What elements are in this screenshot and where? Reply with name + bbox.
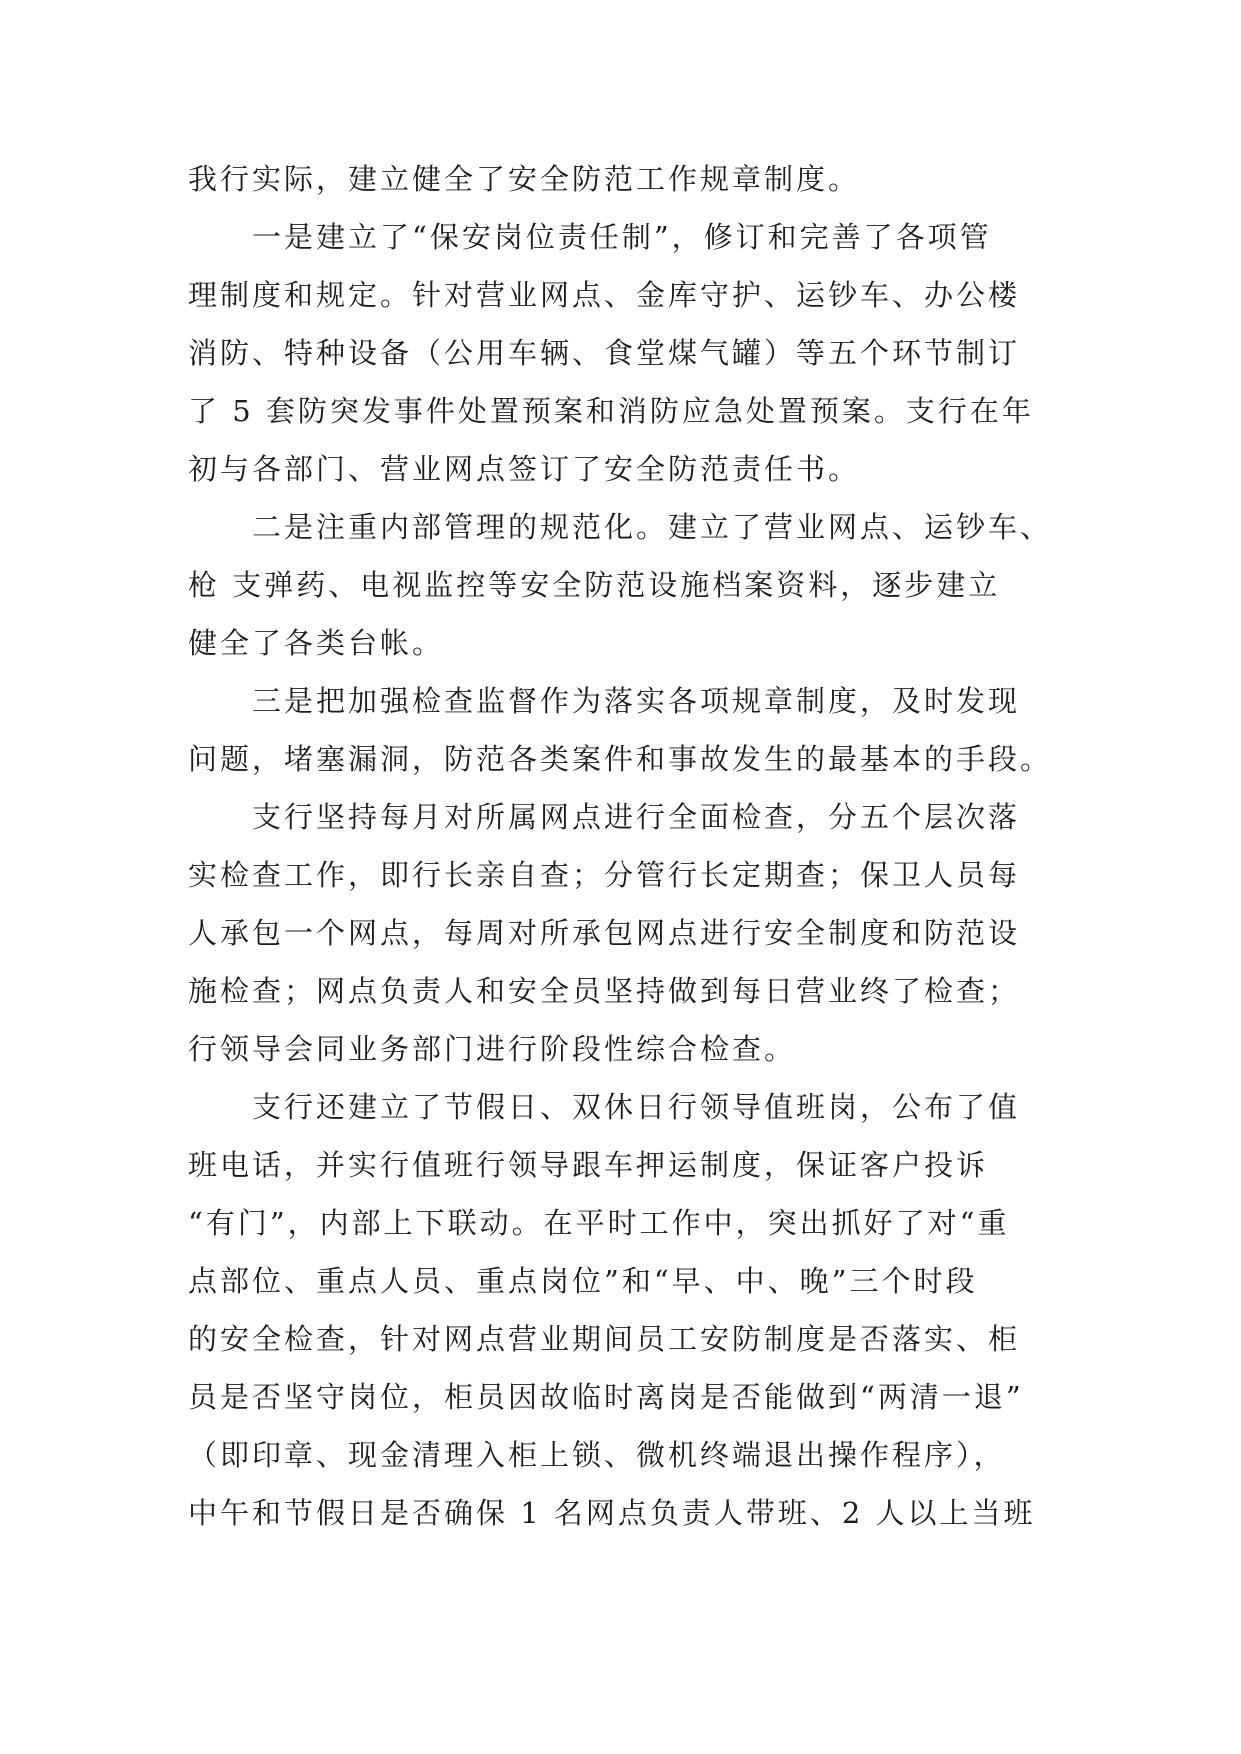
paragraph-first-line: 二是注重内部管理的规范化。建立了营业网点、运钞车、: [252, 510, 1053, 544]
text-line: 员是否坚守岗位，柜员因故临时离岗是否能做到“两清一退”: [188, 1380, 1024, 1414]
text-line: 行领导会同业务部门进行阶段性综合检查。: [188, 1032, 797, 1066]
paragraph-first-line: 支行坚持每月对所属网点进行全面检查，分五个层次落: [252, 800, 1021, 834]
text-line: （即印章、现金清理入柜上锁、微机终端退出操作程序），: [188, 1438, 1006, 1472]
paragraph-first-line: 支行还建立了节假日、双休日行领导值班岗，公布了值: [252, 1090, 1021, 1124]
body-text: [188, 150, 1054, 1542]
text-line: 人承包一个网点，每周对所承包网点进行安全制度和防范设: [188, 916, 1021, 950]
text-line: 实检查工作，即行长亲自查；分管行长定期查；保卫人员每: [188, 858, 1021, 892]
text-line: 中午和节假日是否确保 1 名网点负责人带班、2 人以上当班: [188, 1496, 1036, 1530]
text-line: 健全了各类台帐。: [188, 626, 445, 660]
text-line: 班电话，并实行值班行领导跟车押运制度，保证客户投诉: [188, 1148, 989, 1182]
paragraph-first-line: 一是建立了“保安岗位责任制”，修订和完善了各项管: [252, 220, 992, 254]
text-line: 问题，堵塞漏洞，防范各类案件和事故发生的最基本的手段。: [188, 742, 1053, 776]
text-line: 的安全检查，针对网点营业期间员工安防制度是否落实、柜: [188, 1322, 1021, 1356]
text-line: 理制度和规定。针对营业网点、金库守护、运钞车、办公楼: [188, 278, 1021, 312]
paragraph-first-line: 三是把加强检查监督作为落实各项规章制度，及时发现: [252, 684, 1021, 718]
text-line: 我行实际，建立健全了安全防范工作规章制度。: [188, 162, 861, 196]
text-line: 初与各部门、营业网点签订了安全防范责任书。: [188, 452, 861, 486]
text-line: “有门”，内部上下联动。在平时工作中，突出抓好了对“重: [188, 1206, 1010, 1240]
text-line: 施检查；网点负责人和安全员坚持做到每日营业终了检查；: [188, 974, 1021, 1008]
text-line: 消防、特种设备（公用车辆、食堂煤气罐）等五个环节制订: [188, 336, 1021, 370]
text-line: 点部位、重点人员、重点岗位”和“早、中、晚”三个时段: [188, 1264, 978, 1298]
text-line: 了 5 套防突发事件处置预案和消防应急处置预案。支行在年: [188, 394, 1034, 428]
text-line: 枪 支弹药、电视监控等安全防范设施档案资料，逐步建立: [188, 568, 1001, 602]
